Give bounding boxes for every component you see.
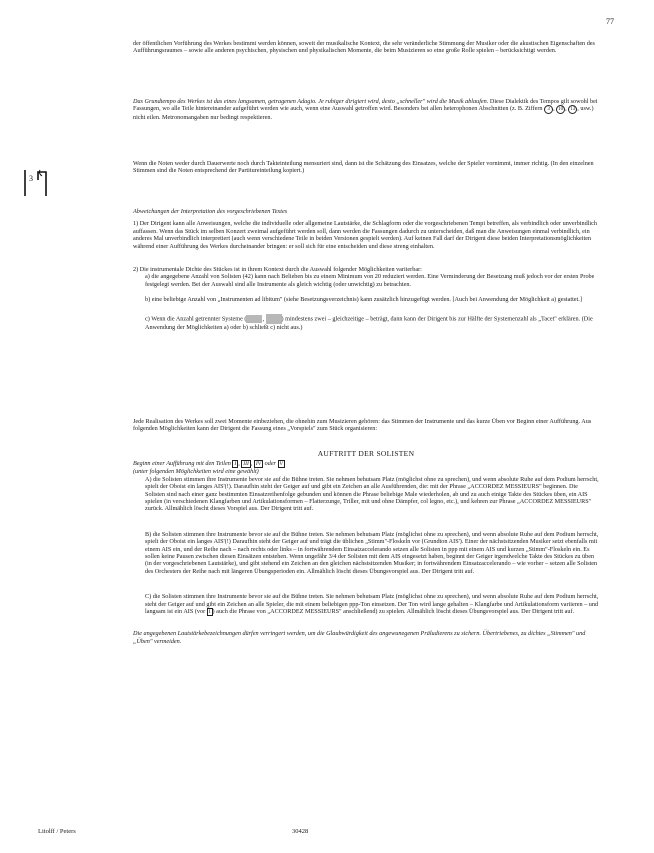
circled-number: 13 xyxy=(570,107,576,113)
option-b: B) die Solisten stimmen ihre Instrumente bevor sie auf die Bühne treten. Sie nehmen behutsam Platz (möglichst ohne zu sprechen), und wenn absolute Ruhe auf dem Podium herrscht, spielt der Oboist ein langes AIS'(!) Daraufhin steht der Geiger auf und trägt die üblichen „Stimm"-Floskeln vor (Grundton AIS'). Einer der nächstsitzenden Musiker setzt ebenfalls mit einem AIS ein, und der Reihe nach – nach rechts oder links – in fortwährendem Einsatzaccelerando setzen alle Solisten in ppp mit einem AIS und kurzen „Stimm"-Floskeln ein. Es sollen keine Pausen zwischen diesen Einsätzen entstehen. Wenn ungefähr 3/4 der Solisten mit dem AIS eingesetzt haben, beginnt der Geiger irgendwelche Takte des Stückes zu üben (in der vorgeschriebenen Lautstärke), und gibt stehend ein Zeichen an den gleichen nächstsitzenden Musiker; in fortwährendem Einsatzaccelerando – wie vorher – setzen alle Solisten des Orchesters der Reihe nach mit längeren Übungsperioden ein. Allmählich löscht dieses Übungsvorspiel aus. Der Dirigent tritt auf. xyxy=(145,530,599,575)
part-box: IV xyxy=(255,461,262,468)
realisation-paragraph xyxy=(133,418,599,433)
paragraph-text: Wenn die Noten weder durch Dauerwerte noch durch Takteinteilung mensuriert sind, dann ist die Schätzung des Einsatzes, welche der Spieler vornimmt, immer richtig. (In den einzelnen Stimmen sind die Noten entsprechend der Partitureinteilung kopiert.) xyxy=(133,160,594,175)
list-item: 2) Die instrumentale Dichte des Stückes ist in ihrem Kontext durch die Auswahl folgender Möglichkeiten variierbar: xyxy=(133,266,422,274)
tempo-text: Diese Dialektik des Tempos gilt sowohl bei Fassungen, wo alle Teile hintereinander aufgeführt werden wie auch, wenn eine Auswahl getroffen wird. Besonders bei allen heterophonen Abschnitten (z. B. Ziffern xyxy=(133,98,598,113)
tempo-italic-text: Das Grundtempo des Werkes ist das eines langsamen, getragenen Adagio. Je ruhiger dirigiert wird, desto „schneller" wird die Musik ablaufen. xyxy=(133,98,489,105)
list-subitem-text: ) mindestens zwei – gleichzeitige – beträgt, dann kann der Dirigent bis zur Hälfte der Systemenzahl als „Tacet" erklären. (Die Anwendung der Möglichkeiten a) oder b) schließt c) nicht aus.) xyxy=(145,315,593,331)
rehearsal-mark-number: 3 xyxy=(29,174,33,183)
part-box: V xyxy=(279,461,283,468)
list-subitem-text: c) Wenn die Anzahl getrennter Systeme ( xyxy=(145,315,247,323)
page-number: 77 xyxy=(606,17,614,26)
list-item: 1) Der Dirigent kann alle Anweisungen, welche die individuelle oder allgemeine Lautstärke, die Schlagform oder die vorgeschriebenen Tempi betreffen, als verbindlich oder unverbindlich auffassen. Wenn das Stück im selben Konzert zweimal aufgeführt werden soll, dann werden die Fassungen dadurch zu unterscheiden, daß man die Anweisungen einmal verbindlich, ein anderes Mal unverbindlich interpretiert (auch wenn verschiedene Teile in beiden Versionen gespielt werden). Auf keinen Fall darf der Dirigent diese beiden Interpretationsmöglichkeiten während einer Aufführung des Werkes durcheinander bringen: er soll sich für eine entscheiden und diese streng einhalten. xyxy=(133,220,597,250)
begin-subtitle: (unter folgenden Möglichkeiten wird eine gewählt) xyxy=(133,468,259,476)
begin-line-text: Beginn einer Aufführung mit den Teilen xyxy=(133,460,231,468)
solisten-section: AUFTRITT DER SOLISTEN Beginn einer Aufführung mit den Teilen I , III , IV oder V (unter folgenden Möglichkeiten wird eine gewählt) A) die Solisten stimmen ihre Instrumente bevor sie auf die Bühne treten. Sie nehmen behutsam Platz (möglichst ohne zu sprechen), und wenn absolute Ruhe auf dem Podium herrscht, spielt der Oboist ein langes AIS'(!). Daraufhin steht der Geiger auf und gibt ein Zeichen an alle Ausführenden, die: mit der Phrase „ACCORDEZ MESSIEURS" beginnen. Die Solisten sind nach einer ganz bestimmten Einsatzreihenfolge gebunden und können die Phrase beliebige Male wiederholen, ab und zu auch einige Takte des Stückes üben, ein AIS spielen (in verschiedenen Klangfarben und Artikulationsformen – Flatterzunge, Triller, mit und ohne Dämpfer, col legno, etc.), und kehren zur Phrase „ACCORDEZ MESSIEURS" zurück. Allmählich löscht dieses Vorspiel aus. Der Dirigent tritt auf. B) die Solisten stimmen ihre Instrumente bevor sie auf die Bühne treten. Sie nehmen behutsam Platz (möglichst ohne zu sprechen), und wenn absolute Ruhe auf dem Podium herrscht, spielt der Oboist ein langes AIS'(!) Daraufhin steht der Geiger auf und trägt die üblichen „Stimm"-Floskeln vor (Grundton AIS'). Einer der nächstsitzenden Musiker setzt ebenfalls mit einem AIS ein, und der Reihe nach – nach rechts oder links – in fortwährendem Einsatzaccelerando setzen alle Solisten in ppp mit einem AIS und kurzen „Stimm"-Floskeln ein. Es sollen keine Pausen zwischen diesen Einsätzen entstehen. Wenn ungefähr 3/4 der Solisten mit dem AIS eingesetzt haben, beginnt der Geiger irgendwelche Takte des Stückes zu üben (in der vorgeschriebenen Lautstärke), und gibt stehend ein Zeichen an den gleichen nächstsitzenden Musiker; in fortwährendem Einsatzaccelerando – wie vorher – setzen alle Solisten des Orchesters der Reihe nach mit längeren Übungsperioden ein. Allmählich löscht dieses Übungsvorspiel aus. Der Dirigent tritt auf. C) die Solisten stimmen ihre Instrumente bevor sie auf die Bühne treten. Sie nehmen behutsam Platz (möglichst ohne zu sprechen), und wenn absolute Ruhe auf dem Podium herrscht, steht der Geiger auf und gibt ein Zeichen an alle Spieler, die mit einem beliebigen ppp-Ton einsetzen. Der Ton wird lange gehalten – Klangfarbe und Artikulationsform variieren – und langsam ist ein AIS (vor I ) auch die Phrase von „ACCORDEZ MESSIEURS" anschließend) zu spielen. Allmählich löscht dieses Übungsvorspiel aus. Der Dirigent tritt auf. Die angegebenen Lautstärkebezeichnungen dürfen verringert werden, um die Glaubwürdigkeit des angewunegenen Präludierens zu sichern. Übertriebenes, zu dichtes „Stimmen" und „Üben" vermeiden. xyxy=(133,449,599,645)
staff-system-icon xyxy=(266,314,282,324)
bracket-glyph-icon xyxy=(22,166,50,200)
section-title: AUFTRITT DER SOLISTEN xyxy=(317,449,415,458)
footer-publisher: Litolff / Peters xyxy=(38,828,76,835)
notation-paragraph xyxy=(133,160,599,175)
circled-number: 3 xyxy=(544,105,553,114)
staff-system-icon xyxy=(246,314,262,324)
tempo-end-text: , usw.) nicht eilen. Metronomangaben nur bedingt respektieren. xyxy=(133,105,594,122)
paragraph-text: der öffentlichen Vorführung des Werkes bestimmt werden können, soweit der musikalische Kontext, die sehr veränderliche Stimmung der Musiker oder die akustischen Eigenschaften des Aufführungsraumes – sowie alle anderen psychischen, physischen und physikalischen Momente, die beim Musizieren so eine große Rolle spielen – berücksichtigt werden. xyxy=(133,40,595,55)
paragraph-text: Jede Realisation des Werkes soll zwei Momente einbeziehen, die ohnehin zum Musizieren gehören: das Stimmen der Instrumente und das kurze Üben vor Beginn einer Aufführung. Aus folgenden Möglichkeiten kann der Dirigent die Fassung eines „Vorspiels" zum Stück organisieren: xyxy=(133,418,592,433)
list-subitem: a) die angegebene Anzahl von Solisten (42) kann nach Belieben bis zu einem Minimum von 20 reduziert werden. Eine Verminderung der Besetzung muß jedoch vor der ersten Probe festgelegt werden. Bei der Auswahl sind alle Instrumente als gleich wichtig (oder unwichtig) zu betrachten. xyxy=(145,273,595,288)
section-heading: Abweichungen der Interpretation des vorgeschriebenen Textes xyxy=(133,208,288,215)
tempo-paragraph: Das Grundtempo des Werkes ist das eines langsamen, getragenen Adagio. Je ruhiger dirigiert wird, desto „schneller" wird die Musik ablaufen. Diese Dialektik des Tempos gilt sowohl bei Fassungen, wo alle Teile hintereinander aufgeführt werden wie auch, wenn eine Auswahl getroffen wird. Besonders bei allen heterophonen Abschnitten (z. B. Ziffern 3 , 10 , 13 , usw.) nicht eilen. Metronomangaben nur bedingt respektieren. xyxy=(133,98,598,122)
part-box: III xyxy=(243,461,249,468)
option-c-text: C) die Solisten stimmen ihre Instrumente bevor sie auf die Bühne treten. Sie nehmen behutsam Platz (möglichst ohne zu sprechen), und wenn absolute Ruhe auf dem Podium herrscht, steht der Geiger auf und gibt ein Zeichen an alle Spieler, die mit einem beliebigen ppp-Ton einsetzen. Der Ton wird lange gehalten – Klangfarbe und Artikulationsform variieren – und langsam ist ein AIS (vor xyxy=(145,593,599,616)
list-subitem: b) eine beliebige Anzahl von „Instrumenten ad libitum" (siehe Besetzungsverzeichnis) kann zusätzlich hinzugefügt werden. [Auch bei Anwendung der Möglichkeit a) gestattet.] xyxy=(145,296,582,304)
intro-paragraph xyxy=(133,40,599,55)
part-box: I xyxy=(234,461,237,468)
closing-note: Die angegebenen Lautstärkebezeichnungen dürfen verringert werden, um die Glaubwürdigkeit des angewunegenen Präludierens zu sichern. Übertriebenes, zu dichtes „Stimmen" und „Üben" vermeiden. xyxy=(133,630,586,645)
part-box: I xyxy=(208,609,211,616)
option-a: A) die Solisten stimmen ihre Instrumente bevor sie auf die Bühne treten. Sie nehmen behutsam Platz (möglichst ohne zu sprechen), und wenn absolute Ruhe auf dem Podium herrscht, spielt der Oboist ein langes AIS'(!). Daraufhin steht der Geiger auf und gibt ein Zeichen an alle Ausführenden, die: mit der Phrase „ACCORDEZ MESSIEURS" beginnen. Die Solisten sind nach einer ganz bestimmten Einsatzreihenfolge gebunden und können die Phrase beliebige Male wiederholen, ab und zu auch einige Takte des Stückes üben, ein AIS spielen (in verschiedenen Klangfarben und Artikulationsformen – Flatterzunge, Triller, mit und ohne Dämpfer, col legno, etc.), und kehren zur Phrase „ACCORDEZ MESSIEURS" zurück. Allmählich löscht dieses Vorspiel aus. Der Dirigent tritt auf. xyxy=(145,475,599,513)
footer-plate-number: 30428 xyxy=(292,828,309,835)
rehearsal-mark-bracket xyxy=(22,166,50,200)
circled-number: 10 xyxy=(558,107,564,113)
begin-or-text: oder xyxy=(264,460,276,468)
option-c-end-text: ) auch die Phrase von „ACCORDEZ MESSIEURS" anschließend) zu spielen. Allmählich löscht dieses Übungsvorspiel aus. Der Dirigent tritt auf. xyxy=(212,608,575,616)
deviations-section: Abweichungen der Interpretation des vorgeschriebenen Textes 1) Der Dirigent kann alle Anweisungen, welche die individuelle oder allgemeine Lautstärke, die Schlagform oder die vorgeschriebenen Tempi betreffen, als verbindlich oder unverbindlich auffassen. Wenn das Stück im selben Konzert zweimal aufgeführt werden soll, dann werden die Fassungen dadurch zu unterscheiden, daß man die Anweisungen einmal verbindlich, ein anderes Mal unverbindlich interpretiert (auch wenn verschiedene Teile in beiden Versionen gespielt werden). Auf keinen Fall darf der Dirigent diese beiden Interpretationsmöglichkeiten während einer Aufführung des Werkes durcheinander bringen: er soll sich für eine entscheiden und diese streng einhalten. 2) Die instrumentale Dichte des Stückes ist in ihrem Kontext durch die Auswahl folgender Möglichkeiten variierbar: a) die angegebene Anzahl von Solisten (42) kann nach Belieben bis zu einem Minimum von 20 reduziert werden. Eine Verminderung der Besetzung muß jedoch vor der ersten Probe festgelegt werden. Bei der Auswahl sind alle Instrumente als gleich wichtig (oder unwichtig) zu betrachten. b) eine beliebige Anzahl von „Instrumenten ad libitum" (siehe Besetzungsverzeichnis) kann zusätzlich hinzugefügt werden. [Auch bei Anwendung der Möglichkeit a) gestattet.] c) Wenn die Anzahl getrennter Systeme ( , ) mindestens zwei – gleichzeitige – beträgt, dann kann der Dirigent bis zur Hälfte der Systemenzahl als „Tacet" erklären. (Die Anwendung der Möglichkeiten a) oder b) schließt c) nicht aus.) xyxy=(133,208,597,331)
